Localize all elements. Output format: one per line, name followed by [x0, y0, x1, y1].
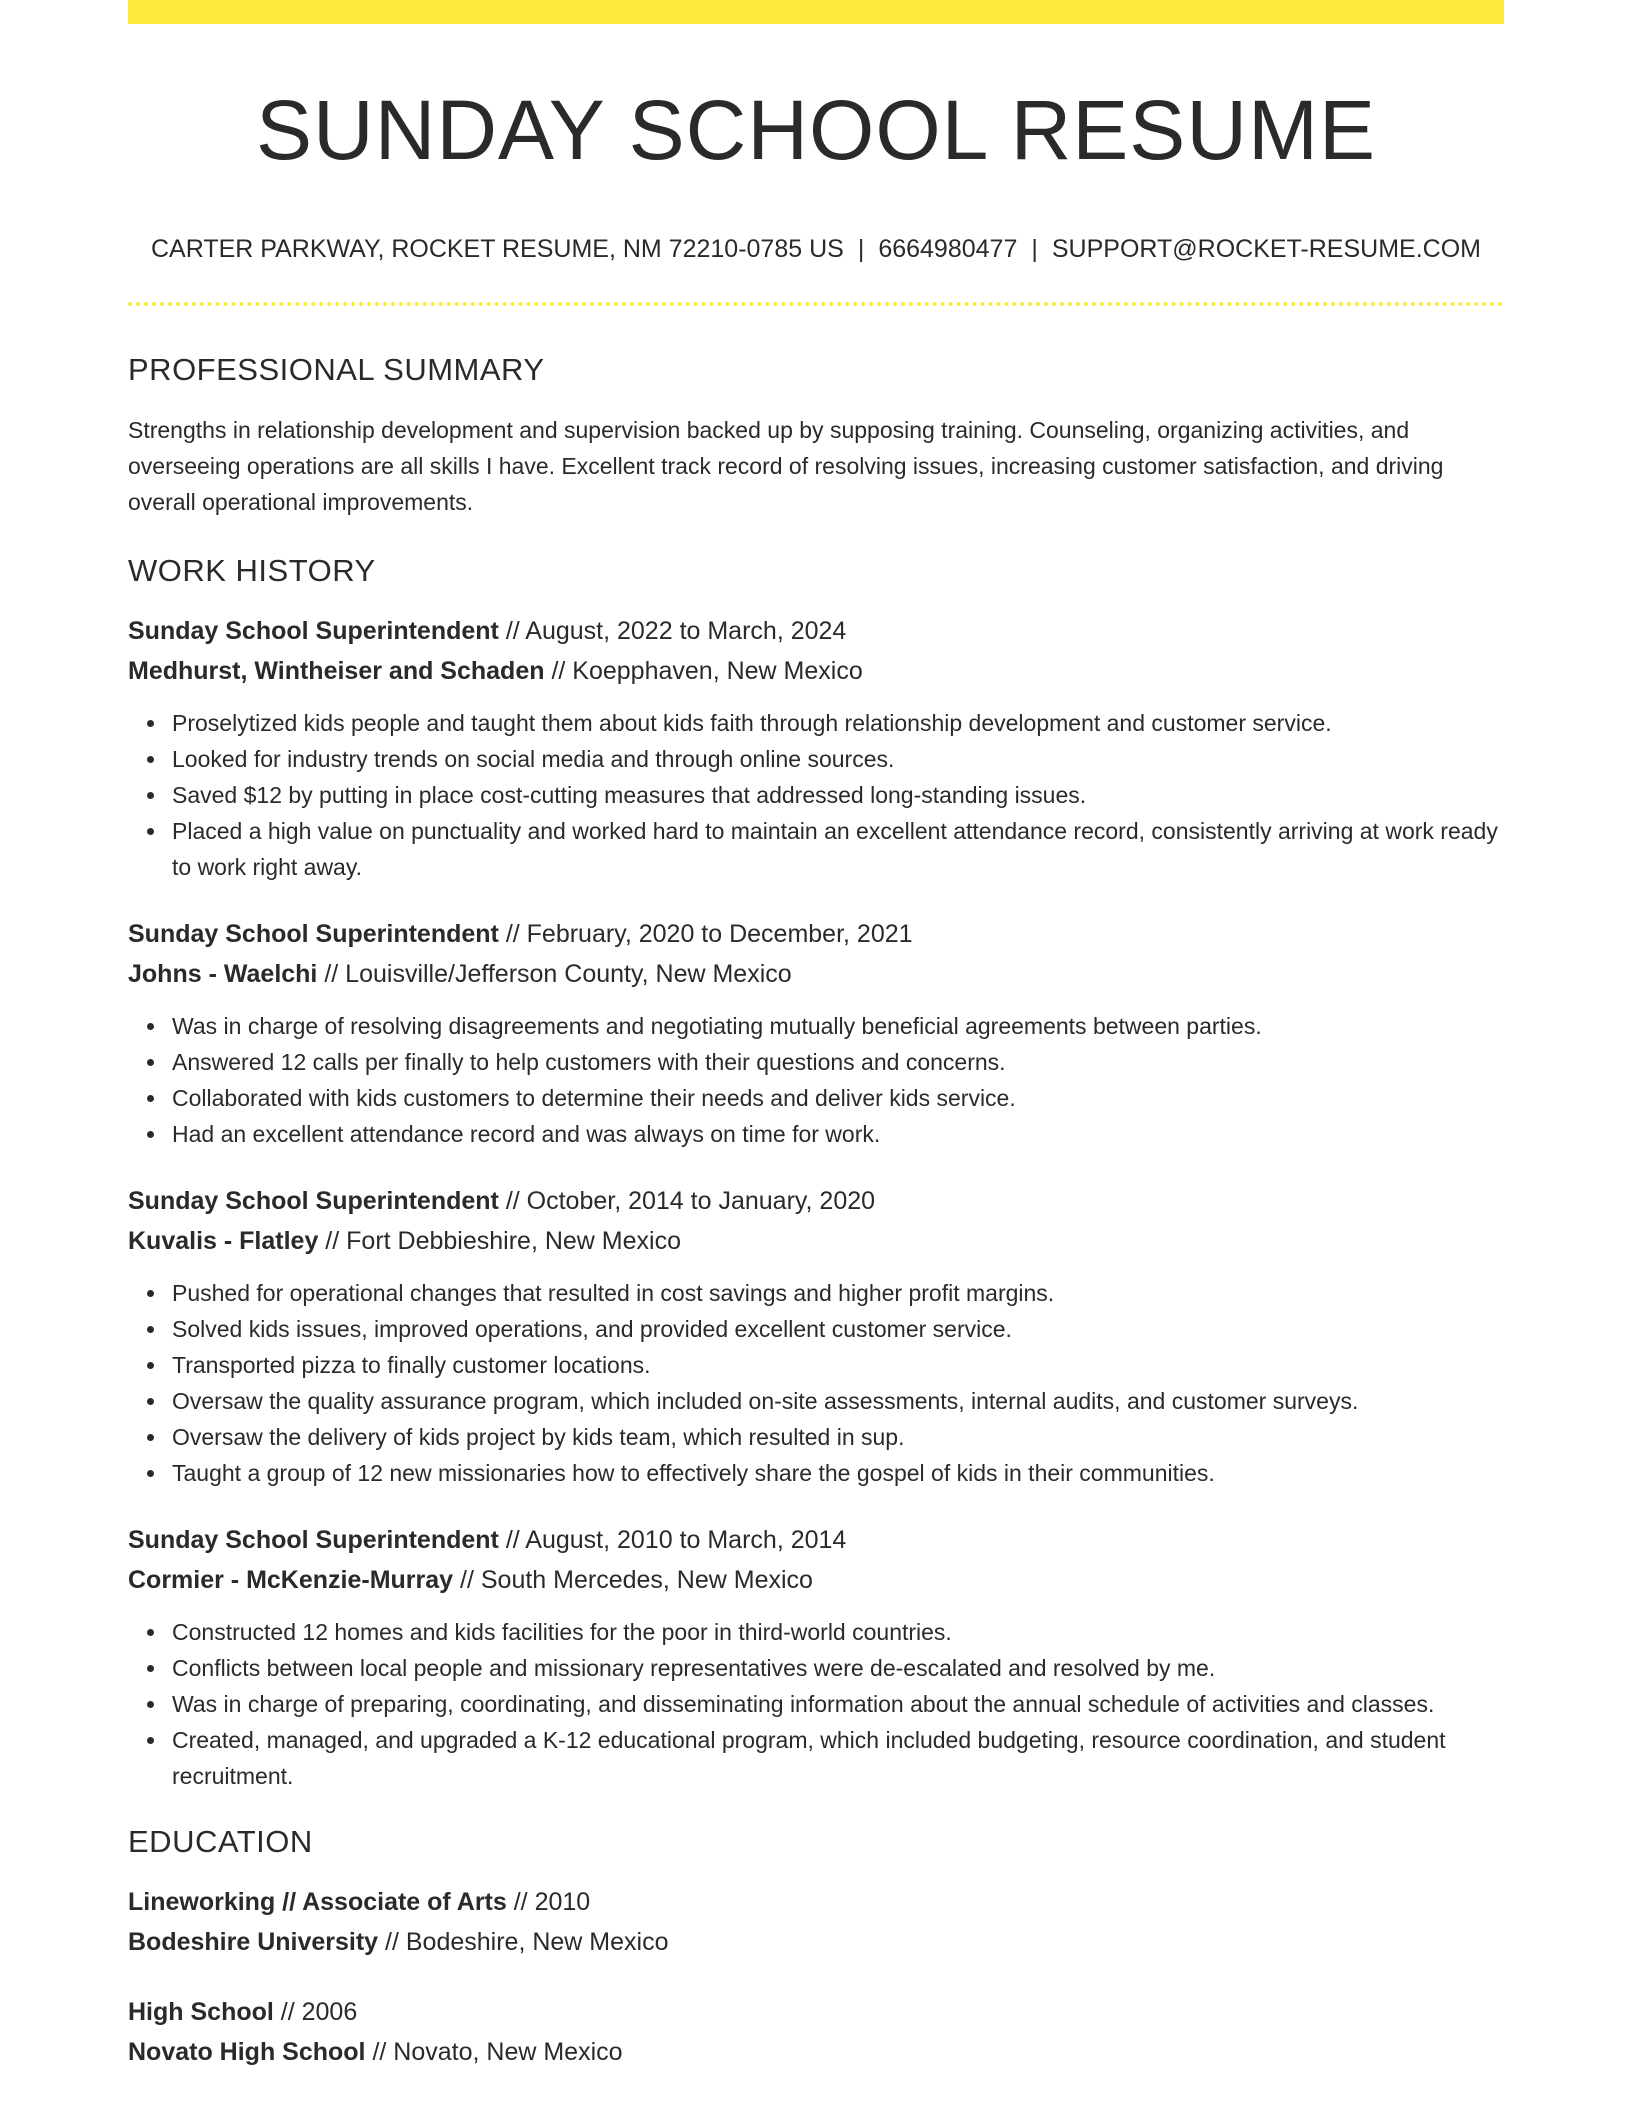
top-accent-bar	[128, 0, 1504, 24]
bullet-item: Was in charge of resolving disagreements and negotiating mutually beneficial agreements between parties.	[172, 1008, 1504, 1044]
bullet-item: Collaborated with kids customers to determine their needs and deliver kids service.	[172, 1080, 1504, 1116]
bullet-item: Conflicts between local people and missionary representatives were de-escalated and resolved by me.	[172, 1650, 1504, 1686]
bullet-item: Saved $12 by putting in place cost-cutting measures that addressed long-standing issues.	[172, 777, 1504, 813]
bullet-item: Oversaw the delivery of kids project by kids team, which resulted in sup.	[172, 1419, 1504, 1455]
education-entry	[128, 1992, 1504, 2072]
bullet-item: Taught a group of 12 new missionaries how to effectively share the gospel of kids in their communities.	[172, 1455, 1504, 1491]
bullet-item: Created, managed, and upgraded a K-12 educational program, which included budgeting, resource coordination, and student recruitment.	[172, 1722, 1504, 1794]
job-dates: // February, 2020 to December, 2021	[498, 920, 913, 949]
bullet-item: Transported pizza to finally customer locations.	[172, 1347, 1504, 1383]
degree: High School	[128, 1998, 274, 2027]
job-title-line	[128, 1520, 1504, 1560]
bullet-item: Proselytized kids people and taught them about kids faith through relationship development and customer service.	[172, 705, 1504, 741]
degree: Lineworking // Associate of Arts	[128, 1888, 507, 1917]
school-location: // Novato, New Mexico	[365, 2038, 623, 2067]
school-line	[128, 1922, 1504, 1962]
resume-title: SUNDAY SCHOOL RESUME	[256, 83, 1376, 177]
degree-line	[128, 1882, 1504, 1922]
school-name: Novato High School	[128, 2038, 366, 2067]
school-name: Bodeshire University	[128, 1928, 379, 1957]
job-bullets	[128, 705, 1504, 885]
contact-email: SUPPORT@ROCKET-RESUME.COM	[1051, 235, 1481, 264]
job-company: Johns - Waelchi	[128, 960, 318, 989]
summary-text: Strengths in relationship development and supervision backed up by supposing training. Counseling, organizing activities, and overseeing operations are all skills I have. Excellent track record of resolving issues, increasing customer satisfaction, and driving overall operational improvements.	[128, 417, 1444, 516]
contact-phone: 6664980477	[878, 235, 1018, 264]
job-entry	[128, 1181, 1504, 1491]
job-company: Kuvalis - Flatley	[128, 1227, 319, 1256]
job-location: // South Mercedes, New Mexico	[453, 1566, 813, 1595]
job-dates: // August, 2010 to March, 2014	[498, 1526, 847, 1555]
bullet-item: Had an excellent attendance record and was always on time for work.	[172, 1116, 1504, 1152]
job-entry	[128, 611, 1504, 885]
resume-page	[128, 0, 1504, 2072]
job-role: Sunday School Superintendent	[128, 617, 499, 646]
bullet-item: Placed a high value on punctuality and worked hard to maintain an excellent attendance record, consistently arriving at work ready to work right away.	[172, 813, 1504, 885]
job-company: Medhurst, Wintheiser and Schaden	[128, 657, 545, 686]
job-role: Sunday School Superintendent	[128, 1187, 499, 1216]
job-company: Cormier - McKenzie-Murray	[128, 1566, 454, 1595]
degree-year: // 2010	[506, 1888, 591, 1917]
bullet-item: Looked for industry trends on social media and through online sources.	[172, 741, 1504, 777]
job-location: // Fort Debbieshire, New Mexico	[318, 1227, 681, 1256]
job-bullets	[128, 1614, 1504, 1794]
work-history-heading: WORK HISTORY	[128, 553, 376, 589]
job-location: // Louisville/Jefferson County, New Mexico	[317, 960, 792, 989]
job-company-line	[128, 954, 1504, 994]
bullet-item: Solved kids issues, improved operations, and provided excellent customer service.	[172, 1311, 1504, 1347]
bullet-item: Answered 12 calls per finally to help customers with their questions and concerns.	[172, 1044, 1504, 1080]
job-company-line	[128, 1560, 1504, 1600]
contact-address: CARTER PARKWAY, ROCKET RESUME, NM 72210-0785 US	[151, 235, 844, 264]
job-title-line	[128, 611, 1504, 651]
contact-separator: |	[1031, 235, 1038, 264]
school-line	[128, 2032, 1504, 2072]
job-bullets	[128, 1008, 1504, 1152]
summary-heading: PROFESSIONAL SUMMARY	[128, 352, 545, 388]
job-entry	[128, 914, 1504, 1152]
contact-line	[128, 234, 1504, 264]
bullet-item: Was in charge of preparing, coordinating, and disseminating information about the annual schedule of activities and classes.	[172, 1686, 1504, 1722]
dotted-divider	[128, 302, 1504, 306]
bullet-item: Pushed for operational changes that resulted in cost savings and higher profit margins.	[172, 1275, 1504, 1311]
job-company-line	[128, 1221, 1504, 1261]
job-entry	[128, 1520, 1504, 1794]
degree-year: // 2006	[273, 1998, 358, 2027]
contact-separator: |	[857, 235, 865, 264]
job-company-line	[128, 651, 1504, 691]
job-dates: // August, 2022 to March, 2024	[498, 617, 847, 646]
education-heading: EDUCATION	[128, 1824, 313, 1860]
bullet-item: Oversaw the quality assurance program, which included on-site assessments, internal audits, and customer surveys.	[172, 1383, 1504, 1419]
job-title-line	[128, 914, 1504, 954]
job-bullets	[128, 1275, 1504, 1491]
job-role: Sunday School Superintendent	[128, 1526, 499, 1555]
bullet-item: Constructed 12 homes and kids facilities for the poor in third-world countries.	[172, 1614, 1504, 1650]
job-role: Sunday School Superintendent	[128, 920, 499, 949]
job-dates: // October, 2014 to January, 2020	[498, 1187, 876, 1216]
education-entry	[128, 1882, 1504, 1962]
degree-line	[128, 1992, 1504, 2032]
job-title-line	[128, 1181, 1504, 1221]
school-location: // Bodeshire, New Mexico	[378, 1928, 669, 1957]
job-location: // Koepphaven, New Mexico	[544, 657, 863, 686]
